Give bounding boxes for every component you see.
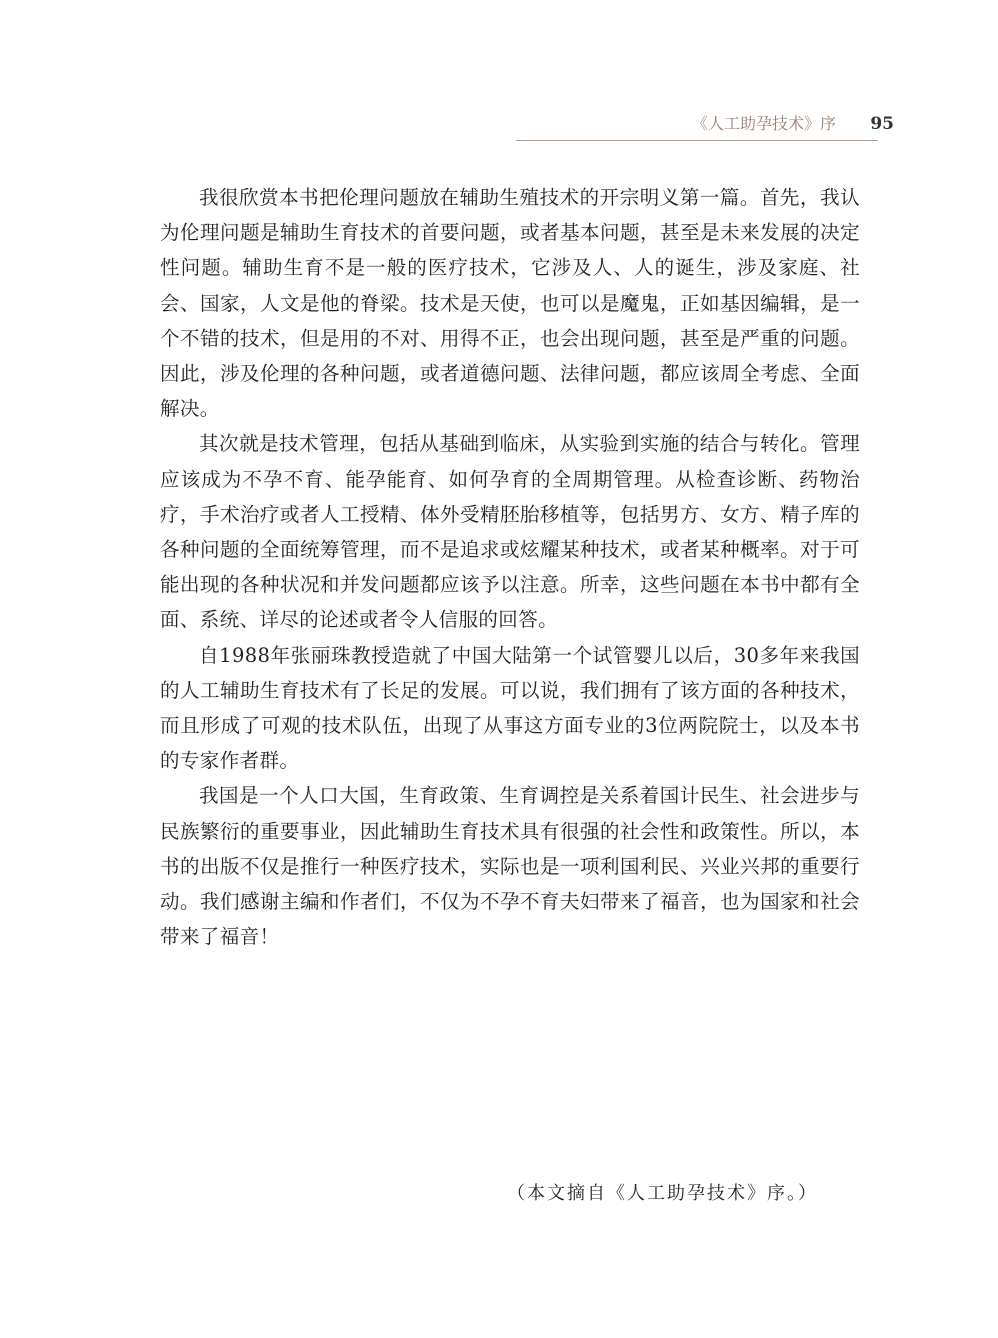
paragraph: 其次就是技术管理，包括从基础到临床，从实验到实施的结合与转化。管理应该成为不孕不育、能孕能育、如何孕育的全周期管理。从检查诊断、药物治疗，手术治疗或者人工授精、体外受精胚胎移植等，包括男方、女方、精子库的各种问题的全面统筹管理，而不是追求或炫耀某种技术，或者某种概率。对于可能出现的各种状况和并发问题都应该予以注意。所幸，这些问题在本书中都有全面、系统、详尽的论述或者令人信服的回答。 [160, 432, 860, 632]
paragraph: 自1988年张丽珠教授造就了中国大陆第一个试管婴儿以后，30多年来我国的人工辅助生育技术有了长足的发展。可以说，我们拥有了该方面的各种技术，而且形成了可观的技术队伍，出现了从事这方面专业的3位两院院士，以及本书的专家作者群。 [160, 643, 860, 773]
page-number: 95 [870, 114, 894, 134]
paragraph: 我很欣赏本书把伦理问题放在辅助生殖技术的开宗明义第一篇。首先，我认为伦理问题是辅助生育技术的首要问题，或者基本问题，甚至是未来发展的决定性问题。辅助生育不是一般的医疗技术，它涉及人、人的诞生，涉及家庭、社会、国家，人文是他的脊梁。技术是天使，也可以是魔鬼，正如基因编辑，是一个不错的技术，但是用的不对、用得不正，也会出现问题，甚至是严重的问题。因此，涉及伦理的各种问题，或者道德问题、法律问题，都应该周全考虑、全面解决。 [160, 186, 860, 421]
paragraph: 我国是一个人口大国，生育政策、生育调控是关系着国计民生、社会进步与民族繁衍的重要事业，因此辅助生育技术具有很强的社会性和政策性。所以，本书的出版不仅是推行一种医疗技术，实际也是一项利国利民、兴业兴邦的重要行动。我们感谢主编和作者们，不仅为不孕不育夫妇带来了福音，也为国家和社会带来了福音！ [160, 784, 860, 949]
running-title: 《人工助孕技术》序 [691, 114, 836, 133]
body-text [160, 180, 860, 954]
page-header [516, 112, 898, 138]
header-rule [516, 140, 878, 141]
source-note: （本文摘自《人工助孕技术》序。） [507, 1183, 818, 1204]
